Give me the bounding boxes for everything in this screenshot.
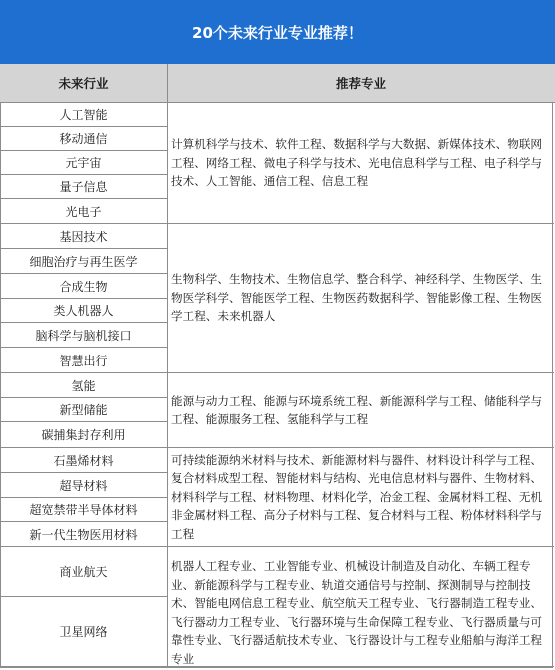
industry-cell: 卫星网络 [0, 597, 168, 667]
industry-cell: 合成生物 [0, 274, 168, 299]
majors-cell [168, 224, 554, 373]
industry-cell: 脑科学与脑机接口 [0, 323, 168, 348]
majors-cell [168, 448, 554, 547]
majors-text: 计算机科学与技术、软件工程、数据科学与大数据、新媒体技术、物联网工程、网络工程、微电子科学与技术、光电信息科学与工程、电子科学与技术、人工智能、通信工程、信息工程 [171, 137, 543, 189]
industry-cell: 人工智能 [0, 103, 168, 127]
page-title: 20个未来行业专业推荐！ [192, 23, 363, 42]
industry-cell: 新一代生物医用材料 [0, 522, 168, 547]
industry-cell: 商业航天 [0, 547, 168, 597]
header-majors: 推荐专业 [335, 76, 386, 91]
header-industry: 未来行业 [0, 64, 168, 102]
industry-cell: 量子信息 [0, 175, 168, 199]
industry-cell: 智慧出行 [0, 348, 168, 373]
industry-cell: 类人机器人 [0, 299, 168, 323]
majors-text: 能源与动力工程、能源与环境系统工程、新能源科学与工程、储能科学与工程、能源服务工程、氢能科学与工程 [171, 393, 543, 426]
majors-cell [168, 103, 554, 224]
majors-cell [168, 547, 554, 667]
industry-cell: 基因技术 [0, 224, 168, 249]
industry-cell: 氢能 [0, 373, 168, 398]
majors-text: 机器人工程专业、工业智能专业、机械设计制造及自动化、车辆工程专业、新能源科学与工程专业、轨道交通信号与控制、探测制导与控制技术、智能电网信息工程专业、航空航天工程专业、飞行器制造工程专业、飞行器动力工程专业、飞行器环境与生命保障工程专业、飞行器质量与可靠性专业、飞行器适航技术专业、飞行器设计与工程专业船舶与海洋工程专业 [171, 559, 543, 666]
industry-cell: 元宇宙 [0, 151, 168, 175]
majors-text: 生物科学、生物技术、生物信息学、整合科学、神经科学、生物医学、生物医学科学、智能医学工程、生物医药数据科学、智能影像工程、生物医学工程、未来机器人 [171, 272, 543, 324]
industry-cell: 石墨烯材料 [0, 448, 168, 473]
majors-text: 可持续能源纳米材料与技术、新能源材料与器件、材料设计科学与工程、复合材料成型工程、智能材料与结构、光电信息材料与器件、生物材料、材料科学与工程、材料物理、材料化学，冶金工程、金属材料工程、无机非金属材料工程、高分子材料与工程、复合材料与工程、粉体材料科学与工程 [171, 452, 543, 541]
industry-cell: 碳捕集封存利用 [0, 422, 168, 448]
industry-cell: 超宽禁带半导体材料 [0, 498, 168, 522]
majors-cell [168, 373, 554, 448]
industry-cell: 新型储能 [0, 398, 168, 422]
table-header-row [0, 64, 555, 103]
industry-cell: 超导材料 [0, 473, 168, 498]
industry-cell: 光电子 [0, 199, 168, 224]
industry-cell: 移动通信 [0, 127, 168, 151]
title-banner [0, 0, 555, 64]
industry-cell: 细胞治疗与再生医学 [0, 249, 168, 274]
